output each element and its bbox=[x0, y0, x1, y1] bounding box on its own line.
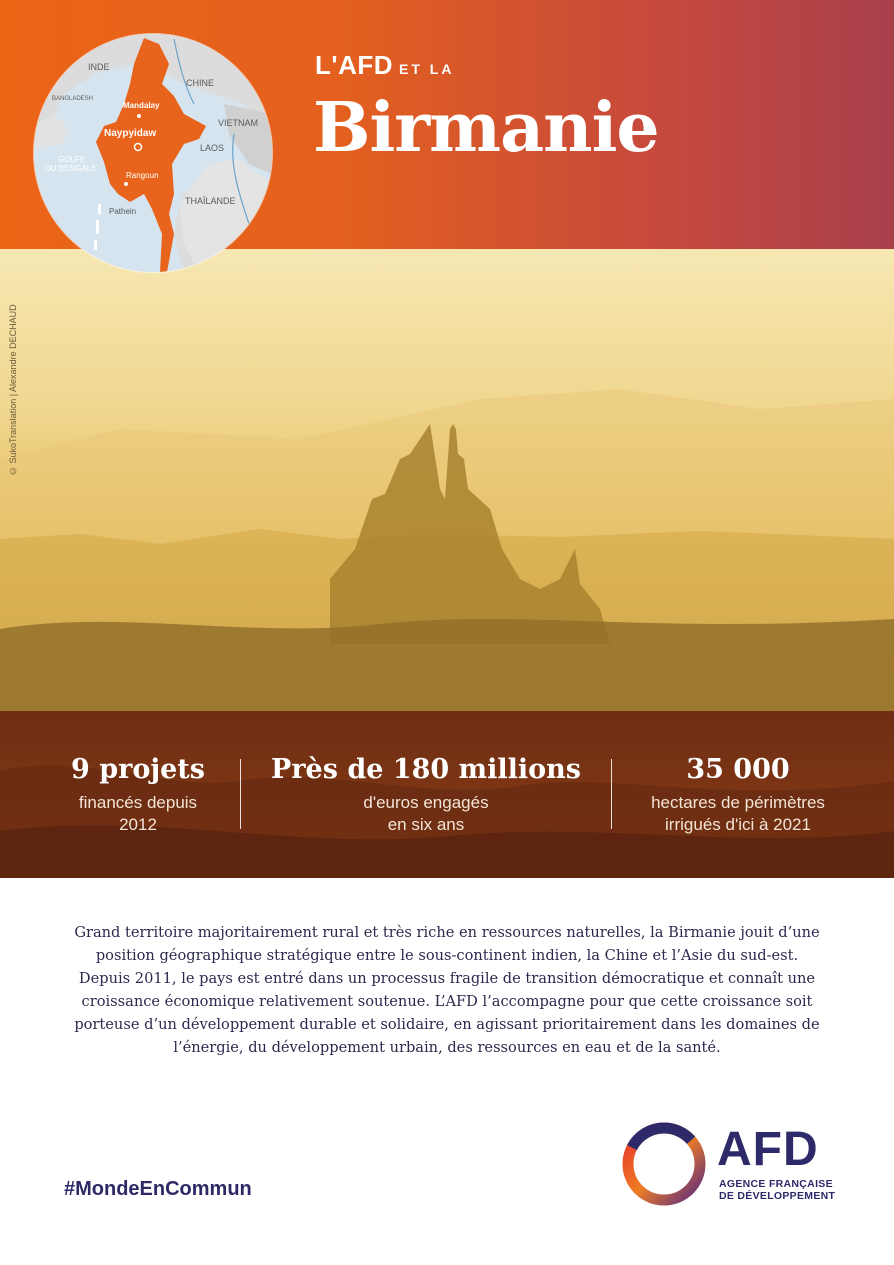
stat-projects bbox=[40, 752, 236, 836]
map-label-china: CHINE bbox=[186, 78, 215, 88]
location-map bbox=[34, 34, 272, 272]
hero-photo bbox=[0, 249, 894, 711]
kicker-afd: L'AFD bbox=[315, 50, 393, 80]
stat-projects-line1: financés depuis bbox=[78, 793, 198, 812]
temple-landscape bbox=[0, 249, 894, 711]
stat-irrigation-line1: hectares de périmètres bbox=[651, 793, 825, 812]
map-graphic bbox=[34, 34, 272, 272]
map-label-laos: LAOS bbox=[200, 143, 225, 153]
stat-irrigation bbox=[620, 752, 856, 836]
stat-divider bbox=[240, 759, 241, 829]
stat-funding-line2: en six ans bbox=[387, 815, 465, 834]
header-kicker bbox=[315, 50, 454, 81]
map-label-mandalay: Mandalay bbox=[123, 101, 160, 110]
map-capital-dot bbox=[135, 144, 142, 151]
stat-irrigation-line2: irrigués d'ici à 2021 bbox=[665, 815, 811, 834]
logo-wordmark: AFD bbox=[717, 1123, 819, 1176]
stats-band bbox=[0, 711, 894, 878]
map-label-rangoon: Rangoun bbox=[126, 171, 159, 180]
map-label-pathein: Pathein bbox=[109, 207, 137, 216]
stat-funding bbox=[245, 752, 607, 836]
map-label-bangladesh: BANGLADESH bbox=[52, 96, 94, 102]
photo-credit: © SukoTranslation | Alexandre DECHAUD bbox=[8, 304, 18, 476]
map-city-dot bbox=[124, 182, 128, 186]
foreground-trees bbox=[0, 619, 894, 711]
stat-funding-line1: d'euros engagés bbox=[363, 793, 489, 812]
kicker-etla: ET LA bbox=[399, 61, 455, 77]
stat-divider bbox=[611, 759, 612, 829]
map-label-bay: GOLFE bbox=[58, 155, 86, 164]
logo-line2: DE DÉVELOPPEMENT bbox=[719, 1190, 836, 1202]
stat-projects-value: 9 projets bbox=[71, 754, 205, 785]
map-island bbox=[96, 220, 99, 234]
intro-paragraph: Grand territoire majoritairement rural et très riche en ressources naturelles, la Birmanie jouit d’une position géographique stratégique entre le sous-continent indien, la Chine et l’Asie du sud-est. Depuis 2011, le pays est entré dans un processus fragile de transition démocratique et connaît une croissance économique relativement soutenue. L’AFD l’accompagne pour que cette croissance soit porteuse d’un développement durable et solidaire, en agissant prioritairement dans les domaines de l’énergie, du développement urbain, des ressources en eau et de la santé. bbox=[74, 924, 820, 1056]
map-label-vietnam: VIETNAM bbox=[218, 118, 259, 128]
logo-ring-icon bbox=[620, 1120, 710, 1210]
stat-funding-value: Près de 180 millions bbox=[271, 754, 581, 785]
map-label-naypyidaw: Naypyidaw bbox=[104, 128, 157, 139]
stat-irrigation-value: 35 000 bbox=[686, 754, 790, 785]
map-city-dot bbox=[137, 114, 141, 118]
map-label-bay2: DU BENGALE bbox=[45, 164, 97, 173]
afd-logo bbox=[620, 1120, 840, 1210]
page-title: Birmanie bbox=[313, 88, 659, 168]
hashtag: #MondeEnCommun bbox=[64, 1178, 252, 1200]
map-island bbox=[98, 204, 101, 214]
stat-projects-line2: 2012 bbox=[119, 815, 157, 834]
map-label-thailand: THAÏLANDE bbox=[185, 196, 236, 206]
map-island bbox=[94, 240, 97, 250]
logo-line1: AGENCE FRANÇAISE bbox=[719, 1178, 833, 1190]
map-label-india: INDE bbox=[88, 62, 110, 72]
